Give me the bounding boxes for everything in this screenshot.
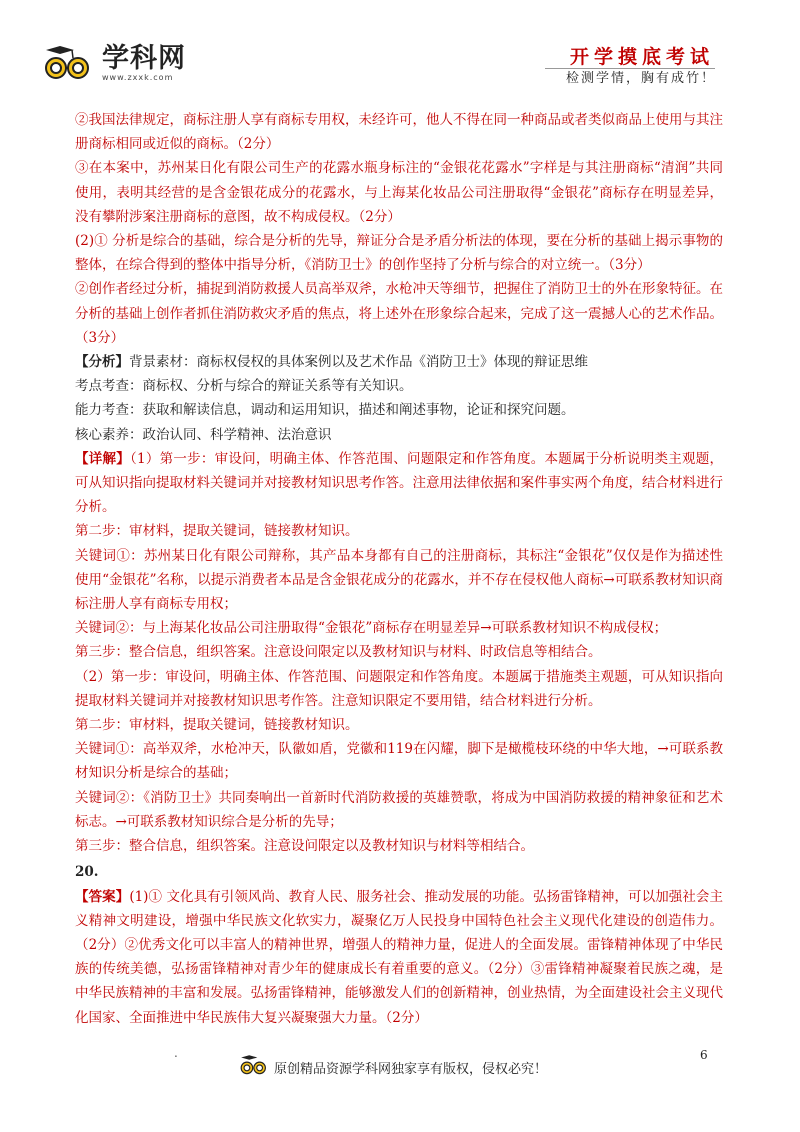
logo-name: 学科网 bbox=[102, 42, 186, 74]
detail-paragraph: （2）第一步：审设问，明确主体、作答范围、问题限定和作答角度。本题属于措施类主观题，可从知识指向提取材料关键词并对接教材知识思考作答。注意知识限定不要用错，结合材料进行分析。 bbox=[75, 668, 723, 709]
paragraph: (2)① 分析是综合的基础，综合是分析的先导，辩证分合是矛盾分析法的体现，要在分析的基础上揭示事物的整体，在综合得到的整体中指导分析，《消防卫士》的创作坚持了分析与综合的对立统一。（3分） bbox=[75, 233, 723, 274]
detail-paragraph: 关键词①：高举双斧，水枪冲天，队徽如盾，党徽和119在闪耀，脚下是橄榄枝环绕的中华大地，→可联系教材知识分析是综合的基础； bbox=[75, 741, 723, 782]
copyright-notice: 原创精品资源学科网独家享有版权，侵权必究！ bbox=[274, 1061, 548, 1077]
analysis-ability: 能力考查：获取和解读信息，调动和运用知识，描述和阐述事物，论证和探究问题。 bbox=[75, 402, 575, 419]
page-footer bbox=[0, 1040, 800, 1100]
detail-paragraph: 第二步：审材料，提取关键词，链接教材知识。 bbox=[75, 523, 359, 540]
site-logo[interactable] bbox=[44, 44, 186, 82]
analysis-tag: 【分析】 bbox=[75, 354, 129, 371]
analysis-background bbox=[75, 350, 723, 374]
owl-glasses-icon bbox=[44, 44, 96, 82]
analysis-literacy: 核心素养：政治认同、科学精神、法治意识 bbox=[75, 426, 332, 443]
answer-content bbox=[75, 108, 723, 1030]
detail-step1 bbox=[75, 447, 723, 520]
detail-tag: 【详解】 bbox=[75, 450, 130, 467]
paragraph: ②创作者经过分析，捕捉到消防救援人员高举双斧，水枪冲天等细节，把握住了消防卫士的外在形象特征。在分析的基础上创作者抓住消防救灾矛盾的焦点，将上述外在形象综合起来，完成了这一震撼人心的艺术作品。（3分） bbox=[75, 281, 723, 346]
analysis-points: 考点考查：商标权、分析与综合的辩证关系等有关知识。 bbox=[75, 378, 413, 395]
analysis-background-text: 背景素材：商标权侵权的具体案例以及艺术作品《消防卫士》体现的辩证思维 bbox=[129, 354, 588, 371]
question-number: 20. bbox=[75, 864, 99, 881]
detail-paragraph: 第三步：整合信息，组织答案。注意设问限定以及教材知识与材料等相结合。 bbox=[75, 838, 534, 855]
paragraph: ②我国法律规定，商标注册人享有商标专用权，未经许可，他人不得在同一种商品或者类似商品上使用与其注册商标相同或近似的商标。（2分） bbox=[75, 112, 723, 153]
page-number: 6 bbox=[700, 1048, 708, 1062]
answer-text: (1)① 文化具有引领风尚、教育人民、服务社会、推动发展的功能。弘扬雷锋精神，可以加强社会主义精神文明建设，增强中华民族文化软实力，凝聚亿万人民投身中国特色社会主义现代化建设的创造伟力。（2分）②优秀文化可以丰富人的精神世界，增强人的精神力量，促进人的全面发展。雷锋精神体现了中华民族的传统美德，弘扬雷锋精神对青少年的健康成长有着重要的意义。（2分）③雷锋精神凝聚着民族之魂，是中华民族精神的丰富和发展。弘扬雷锋精神，能够激发人们的创新精神，创业热情，为全面建设社会主义现代化国家、全面推进中华民族伟大复兴凝聚强大力量。（2分） bbox=[75, 888, 723, 1026]
paragraph: ③在本案中，苏州某日化有限公司生产的花露水瓶身标注的“金银花花露水”字样是与其注册商标“清润”共同使用，表明其经营的是含金银花成分的花露水，与上海某化妆品公司注册取得“金银花”商标存在明显差异，没有攀附涉案注册商标的意图，故不构成侵权。（2分） bbox=[75, 160, 723, 225]
footer-dot: . bbox=[174, 1046, 178, 1060]
detail-paragraph: 第三步：整合信息，组织答案。注意设问限定以及教材知识与材料、时政信息等相结合。 bbox=[75, 644, 602, 661]
page-header bbox=[0, 0, 800, 100]
detail-paragraph: 关键词②：与上海某化妆品公司注册取得“金银花”商标存在明显差异→可联系教材知识不构成侵权； bbox=[75, 620, 668, 637]
owl-glasses-icon bbox=[240, 1054, 270, 1080]
answer-paragraph bbox=[75, 885, 723, 1030]
detail-paragraph: 关键词②：《消防卫士》共同奏响出一首新时代消防救援的英雄赞歌，将成为中国消防救援的精神象征和艺术标志。→可联系教材知识综合是分析的先导； bbox=[75, 789, 723, 830]
detail-paragraph: 第二步：审材料，提取关键词，链接教材知识。 bbox=[75, 717, 359, 734]
exam-slogan: 检测学情，胸有成竹！ bbox=[565, 71, 716, 86]
exam-title: 开学摸底考试 bbox=[569, 46, 714, 68]
detail-text: （1）第一步：审设问，明确主体、作答范围、问题限定和作答角度。本题属于分析说明类主观题，可从知识指向提取材料关键词并对接教材知识思考作答。注意用法律依据和案件事实两个角度，结合材料进行分析。 bbox=[75, 450, 724, 516]
logo-url: www.zxxk.com bbox=[102, 72, 174, 82]
answer-tag: 【答案】 bbox=[75, 888, 130, 905]
detail-paragraph: 关键词①：苏州某日化有限公司辩称，其产品本身都有自己的注册商标，其标注“金银花”仅仅是作为描述性使用“金银花”名称，以提示消费者本品是含金银花成分的花露水，并不存在侵权他人商标→可联系教材知识商标注册人享有商标专用权； bbox=[75, 547, 723, 613]
